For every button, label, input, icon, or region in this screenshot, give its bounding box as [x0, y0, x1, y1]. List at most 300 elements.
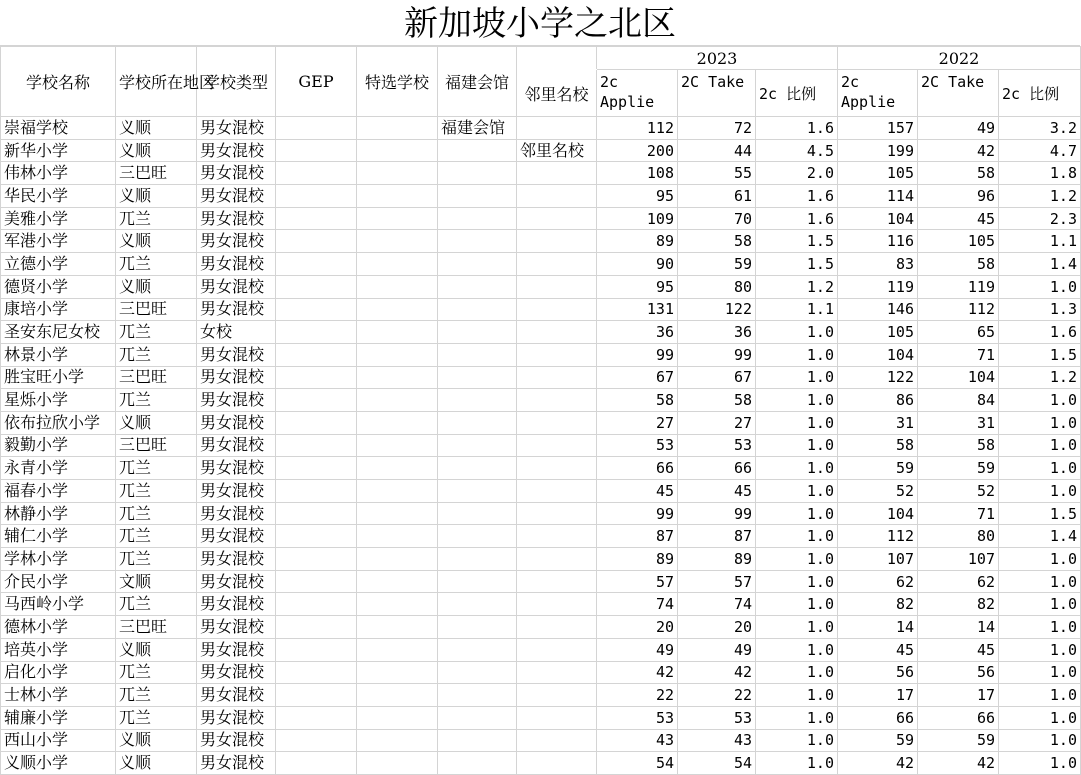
cell-gep[interactable]	[276, 525, 357, 548]
cell-location[interactable]: 三巴旺	[116, 616, 197, 639]
cell-applie-2023[interactable]: 36	[597, 321, 678, 344]
cell-neighbor[interactable]	[517, 389, 597, 412]
cell-applie-2022[interactable]: 157	[838, 117, 918, 140]
cell-ratio-2022[interactable]: 1.0	[999, 752, 1081, 775]
cell-school-name[interactable]: 德贤小学	[1, 275, 116, 298]
cell-take-2023[interactable]: 57	[678, 570, 756, 593]
cell-take-2023[interactable]: 45	[678, 480, 756, 503]
cell-ratio-2023[interactable]: 1.0	[756, 684, 838, 707]
cell-neighbor[interactable]	[517, 593, 597, 616]
cell-special[interactable]	[357, 139, 438, 162]
cell-applie-2023[interactable]: 53	[597, 706, 678, 729]
cell-gep[interactable]	[276, 366, 357, 389]
cell-neighbor[interactable]	[517, 366, 597, 389]
cell-school-type[interactable]: 男女混校	[197, 366, 276, 389]
cell-hokkien[interactable]	[438, 480, 517, 503]
cell-take-2023[interactable]: 59	[678, 253, 756, 276]
cell-take-2022[interactable]: 42	[918, 752, 999, 775]
cell-special[interactable]	[357, 752, 438, 775]
cell-special[interactable]	[357, 207, 438, 230]
cell-location[interactable]: 三巴旺	[116, 162, 197, 185]
cell-ratio-2023[interactable]: 1.0	[756, 502, 838, 525]
cell-ratio-2022[interactable]: 4.7	[999, 139, 1081, 162]
cell-ratio-2023[interactable]: 1.0	[756, 616, 838, 639]
cell-applie-2023[interactable]: 74	[597, 593, 678, 616]
cell-take-2023[interactable]: 70	[678, 207, 756, 230]
cell-location[interactable]: 义顺	[116, 729, 197, 752]
cell-neighbor[interactable]	[517, 570, 597, 593]
cell-take-2022[interactable]: 80	[918, 525, 999, 548]
cell-take-2022[interactable]: 42	[918, 139, 999, 162]
cell-school-name[interactable]: 士林小学	[1, 684, 116, 707]
cell-applie-2023[interactable]: 20	[597, 616, 678, 639]
cell-gep[interactable]	[276, 185, 357, 208]
cell-neighbor[interactable]	[517, 185, 597, 208]
cell-school-type[interactable]: 男女混校	[197, 502, 276, 525]
cell-hokkien[interactable]	[438, 457, 517, 480]
cell-neighbor[interactable]	[517, 343, 597, 366]
cell-gep[interactable]	[276, 230, 357, 253]
cell-gep[interactable]	[276, 570, 357, 593]
header-school-type[interactable]: 学校类型	[197, 47, 276, 117]
cell-ratio-2023[interactable]: 1.0	[756, 411, 838, 434]
header-neighbor[interactable]: 邻里名校	[517, 70, 597, 117]
cell-applie-2023[interactable]: 54	[597, 752, 678, 775]
cell-take-2023[interactable]: 122	[678, 298, 756, 321]
cell-gep[interactable]	[276, 343, 357, 366]
cell-applie-2022[interactable]: 122	[838, 366, 918, 389]
cell-applie-2022[interactable]: 114	[838, 185, 918, 208]
cell-hokkien[interactable]	[438, 593, 517, 616]
cell-school-type[interactable]: 男女混校	[197, 525, 276, 548]
cell-applie-2022[interactable]: 104	[838, 502, 918, 525]
cell-take-2023[interactable]: 22	[678, 684, 756, 707]
cell-applie-2023[interactable]: 200	[597, 139, 678, 162]
cell-ratio-2022[interactable]: 1.0	[999, 480, 1081, 503]
cell-hokkien[interactable]	[438, 570, 517, 593]
cell-ratio-2022[interactable]: 1.0	[999, 434, 1081, 457]
cell-neighbor[interactable]	[517, 457, 597, 480]
cell-location[interactable]: 兀兰	[116, 548, 197, 571]
cell-hokkien[interactable]	[438, 207, 517, 230]
header-gep[interactable]: GEP	[276, 47, 357, 117]
cell-location[interactable]: 义顺	[116, 117, 197, 140]
cell-applie-2023[interactable]: 99	[597, 502, 678, 525]
cell-school-name[interactable]: 德林小学	[1, 616, 116, 639]
cell-special[interactable]	[357, 230, 438, 253]
cell-hokkien[interactable]	[438, 752, 517, 775]
cell-school-name[interactable]: 美雅小学	[1, 207, 116, 230]
cell-school-name[interactable]: 崇福学校	[1, 117, 116, 140]
cell-take-2023[interactable]: 58	[678, 389, 756, 412]
header-ratio-2022[interactable]: 2c 比例	[999, 70, 1081, 117]
cell-ratio-2022[interactable]: 1.4	[999, 253, 1081, 276]
cell-hokkien[interactable]	[438, 434, 517, 457]
cell-neighbor[interactable]	[517, 729, 597, 752]
cell-special[interactable]	[357, 411, 438, 434]
cell-ratio-2022[interactable]: 1.4	[999, 525, 1081, 548]
cell-gep[interactable]	[276, 298, 357, 321]
cell-gep[interactable]	[276, 593, 357, 616]
cell-take-2022[interactable]: 65	[918, 321, 999, 344]
cell-location[interactable]: 兀兰	[116, 207, 197, 230]
cell-hokkien[interactable]	[438, 162, 517, 185]
cell-applie-2022[interactable]: 146	[838, 298, 918, 321]
cell-applie-2022[interactable]: 42	[838, 752, 918, 775]
cell-applie-2022[interactable]: 31	[838, 411, 918, 434]
cell-hokkien[interactable]	[438, 185, 517, 208]
cell-ratio-2023[interactable]: 1.0	[756, 321, 838, 344]
cell-gep[interactable]	[276, 638, 357, 661]
cell-take-2022[interactable]: 66	[918, 706, 999, 729]
cell-location[interactable]: 兀兰	[116, 684, 197, 707]
cell-location[interactable]: 兀兰	[116, 661, 197, 684]
cell-applie-2023[interactable]: 108	[597, 162, 678, 185]
cell-applie-2022[interactable]: 104	[838, 207, 918, 230]
cell-hokkien[interactable]	[438, 366, 517, 389]
cell-applie-2023[interactable]: 27	[597, 411, 678, 434]
cell-applie-2023[interactable]: 131	[597, 298, 678, 321]
cell-applie-2023[interactable]: 89	[597, 230, 678, 253]
cell-applie-2022[interactable]: 112	[838, 525, 918, 548]
cell-school-name[interactable]: 西山小学	[1, 729, 116, 752]
cell-special[interactable]	[357, 117, 438, 140]
cell-location[interactable]: 文顺	[116, 570, 197, 593]
cell-neighbor[interactable]	[517, 275, 597, 298]
cell-school-type[interactable]: 男女混校	[197, 162, 276, 185]
cell-hokkien[interactable]	[438, 684, 517, 707]
cell-applie-2022[interactable]: 45	[838, 638, 918, 661]
cell-ratio-2022[interactable]: 1.0	[999, 411, 1081, 434]
cell-ratio-2023[interactable]: 1.6	[756, 207, 838, 230]
cell-hokkien[interactable]	[438, 616, 517, 639]
cell-ratio-2023[interactable]: 1.0	[756, 366, 838, 389]
cell-ratio-2022[interactable]: 1.0	[999, 548, 1081, 571]
cell-school-type[interactable]: 男女混校	[197, 706, 276, 729]
cell-ratio-2022[interactable]: 1.0	[999, 593, 1081, 616]
cell-school-name[interactable]: 福春小学	[1, 480, 116, 503]
cell-school-type[interactable]: 男女混校	[197, 434, 276, 457]
cell-school-type[interactable]: 女校	[197, 321, 276, 344]
cell-take-2022[interactable]: 71	[918, 502, 999, 525]
cell-neighbor[interactable]	[517, 752, 597, 775]
cell-school-type[interactable]: 男女混校	[197, 230, 276, 253]
cell-school-name[interactable]: 义顺小学	[1, 752, 116, 775]
header-take-2022[interactable]: 2C Take	[918, 70, 999, 117]
cell-ratio-2022[interactable]: 1.0	[999, 706, 1081, 729]
cell-special[interactable]	[357, 502, 438, 525]
cell-applie-2023[interactable]: 87	[597, 525, 678, 548]
cell-take-2023[interactable]: 99	[678, 343, 756, 366]
cell-neighbor[interactable]	[517, 638, 597, 661]
cell-school-type[interactable]: 男女混校	[197, 752, 276, 775]
cell-take-2022[interactable]: 58	[918, 434, 999, 457]
cell-location[interactable]: 兀兰	[116, 525, 197, 548]
cell-ratio-2022[interactable]: 1.0	[999, 684, 1081, 707]
cell-take-2022[interactable]: 62	[918, 570, 999, 593]
cell-applie-2022[interactable]: 199	[838, 139, 918, 162]
cell-special[interactable]	[357, 366, 438, 389]
cell-take-2023[interactable]: 44	[678, 139, 756, 162]
cell-school-type[interactable]: 男女混校	[197, 117, 276, 140]
header-take-2023[interactable]: 2C Take	[678, 70, 756, 117]
cell-applie-2023[interactable]: 66	[597, 457, 678, 480]
cell-gep[interactable]	[276, 661, 357, 684]
cell-applie-2023[interactable]: 95	[597, 275, 678, 298]
cell-ratio-2022[interactable]: 1.5	[999, 502, 1081, 525]
cell-ratio-2023[interactable]: 1.5	[756, 253, 838, 276]
cell-special[interactable]	[357, 729, 438, 752]
cell-neighbor[interactable]	[517, 525, 597, 548]
cell-ratio-2022[interactable]: 1.0	[999, 457, 1081, 480]
cell-ratio-2022[interactable]: 1.0	[999, 570, 1081, 593]
cell-hokkien[interactable]	[438, 548, 517, 571]
cell-neighbor[interactable]	[517, 230, 597, 253]
cell-school-name[interactable]: 立德小学	[1, 253, 116, 276]
cell-gep[interactable]	[276, 411, 357, 434]
cell-ratio-2023[interactable]: 4.5	[756, 139, 838, 162]
cell-take-2022[interactable]: 58	[918, 253, 999, 276]
cell-school-name[interactable]: 启化小学	[1, 661, 116, 684]
cell-special[interactable]	[357, 343, 438, 366]
cell-school-name[interactable]: 培英小学	[1, 638, 116, 661]
cell-gep[interactable]	[276, 139, 357, 162]
cell-school-name[interactable]: 永青小学	[1, 457, 116, 480]
cell-location[interactable]: 三巴旺	[116, 434, 197, 457]
cell-school-name[interactable]: 辅廉小学	[1, 706, 116, 729]
cell-school-type[interactable]: 男女混校	[197, 253, 276, 276]
cell-take-2023[interactable]: 72	[678, 117, 756, 140]
cell-special[interactable]	[357, 684, 438, 707]
cell-hokkien[interactable]	[438, 253, 517, 276]
header-applie-2022[interactable]: 2c Applie	[838, 70, 918, 117]
cell-ratio-2023[interactable]: 1.0	[756, 389, 838, 412]
cell-location[interactable]: 三巴旺	[116, 298, 197, 321]
cell-special[interactable]	[357, 570, 438, 593]
header-year-2023[interactable]: 2023	[597, 47, 838, 70]
cell-take-2022[interactable]: 84	[918, 389, 999, 412]
cell-hokkien[interactable]	[438, 706, 517, 729]
cell-school-type[interactable]: 男女混校	[197, 616, 276, 639]
cell-school-type[interactable]: 男女混校	[197, 207, 276, 230]
cell-ratio-2023[interactable]: 1.0	[756, 525, 838, 548]
cell-special[interactable]	[357, 525, 438, 548]
cell-ratio-2022[interactable]: 2.3	[999, 207, 1081, 230]
cell-applie-2022[interactable]: 104	[838, 343, 918, 366]
cell-location[interactable]: 义顺	[116, 230, 197, 253]
cell-take-2023[interactable]: 99	[678, 502, 756, 525]
cell-take-2023[interactable]: 27	[678, 411, 756, 434]
cell-location[interactable]: 义顺	[116, 275, 197, 298]
cell-location[interactable]: 义顺	[116, 752, 197, 775]
cell-ratio-2022[interactable]: 1.0	[999, 729, 1081, 752]
cell-hokkien[interactable]	[438, 321, 517, 344]
cell-applie-2022[interactable]: 83	[838, 253, 918, 276]
cell-neighbor[interactable]: 邻里名校	[517, 139, 597, 162]
cell-applie-2022[interactable]: 82	[838, 593, 918, 616]
cell-gep[interactable]	[276, 162, 357, 185]
cell-applie-2023[interactable]: 90	[597, 253, 678, 276]
cell-take-2022[interactable]: 31	[918, 411, 999, 434]
cell-hokkien[interactable]	[438, 661, 517, 684]
cell-neighbor[interactable]	[517, 321, 597, 344]
cell-gep[interactable]	[276, 684, 357, 707]
cell-gep[interactable]	[276, 389, 357, 412]
cell-school-name[interactable]: 胜宝旺小学	[1, 366, 116, 389]
cell-take-2023[interactable]: 58	[678, 230, 756, 253]
cell-applie-2022[interactable]: 59	[838, 729, 918, 752]
cell-ratio-2022[interactable]: 1.6	[999, 321, 1081, 344]
cell-applie-2023[interactable]: 43	[597, 729, 678, 752]
cell-applie-2023[interactable]: 57	[597, 570, 678, 593]
cell-special[interactable]	[357, 593, 438, 616]
cell-ratio-2022[interactable]: 1.8	[999, 162, 1081, 185]
cell-ratio-2023[interactable]: 1.0	[756, 593, 838, 616]
cell-school-name[interactable]: 圣安东尼女校	[1, 321, 116, 344]
cell-take-2023[interactable]: 66	[678, 457, 756, 480]
cell-special[interactable]	[357, 661, 438, 684]
cell-take-2023[interactable]: 61	[678, 185, 756, 208]
cell-school-type[interactable]: 男女混校	[197, 298, 276, 321]
cell-special[interactable]	[357, 389, 438, 412]
cell-applie-2022[interactable]: 116	[838, 230, 918, 253]
cell-take-2022[interactable]: 82	[918, 593, 999, 616]
cell-take-2023[interactable]: 49	[678, 638, 756, 661]
cell-special[interactable]	[357, 457, 438, 480]
cell-neighbor[interactable]	[517, 298, 597, 321]
cell-special[interactable]	[357, 706, 438, 729]
cell-gep[interactable]	[276, 253, 357, 276]
cell-school-name[interactable]: 新华小学	[1, 139, 116, 162]
cell-hokkien[interactable]	[438, 139, 517, 162]
cell-take-2023[interactable]: 67	[678, 366, 756, 389]
cell-location[interactable]: 三巴旺	[116, 366, 197, 389]
cell-take-2023[interactable]: 20	[678, 616, 756, 639]
header-year-2022[interactable]: 2022	[838, 47, 1081, 70]
cell-hokkien[interactable]	[438, 502, 517, 525]
cell-ratio-2023[interactable]: 1.0	[756, 729, 838, 752]
cell-hokkien[interactable]	[438, 525, 517, 548]
cell-gep[interactable]	[276, 548, 357, 571]
cell-neighbor[interactable]	[517, 480, 597, 503]
cell-applie-2022[interactable]: 62	[838, 570, 918, 593]
cell-applie-2022[interactable]: 56	[838, 661, 918, 684]
cell-school-type[interactable]: 男女混校	[197, 139, 276, 162]
cell-take-2022[interactable]: 56	[918, 661, 999, 684]
cell-hokkien[interactable]: 福建会馆	[438, 117, 517, 140]
cell-school-type[interactable]: 男女混校	[197, 548, 276, 571]
cell-gep[interactable]	[276, 502, 357, 525]
cell-special[interactable]	[357, 185, 438, 208]
cell-gep[interactable]	[276, 207, 357, 230]
cell-ratio-2023[interactable]: 1.1	[756, 298, 838, 321]
cell-applie-2023[interactable]: 109	[597, 207, 678, 230]
cell-school-type[interactable]: 男女混校	[197, 389, 276, 412]
cell-ratio-2022[interactable]: 1.0	[999, 389, 1081, 412]
cell-applie-2023[interactable]: 53	[597, 434, 678, 457]
cell-take-2022[interactable]: 14	[918, 616, 999, 639]
cell-school-name[interactable]: 辅仁小学	[1, 525, 116, 548]
cell-neighbor[interactable]	[517, 162, 597, 185]
cell-hokkien[interactable]	[438, 343, 517, 366]
cell-ratio-2022[interactable]: 1.0	[999, 275, 1081, 298]
cell-applie-2022[interactable]: 107	[838, 548, 918, 571]
cell-applie-2022[interactable]: 119	[838, 275, 918, 298]
cell-school-name[interactable]: 马西岭小学	[1, 593, 116, 616]
cell-applie-2023[interactable]: 45	[597, 480, 678, 503]
cell-school-type[interactable]: 男女混校	[197, 684, 276, 707]
cell-school-type[interactable]: 男女混校	[197, 638, 276, 661]
cell-ratio-2023[interactable]: 1.0	[756, 434, 838, 457]
cell-gep[interactable]	[276, 706, 357, 729]
cell-applie-2022[interactable]: 14	[838, 616, 918, 639]
cell-gep[interactable]	[276, 616, 357, 639]
cell-applie-2023[interactable]: 89	[597, 548, 678, 571]
cell-gep[interactable]	[276, 480, 357, 503]
cell-school-name[interactable]: 介民小学	[1, 570, 116, 593]
cell-location[interactable]: 兀兰	[116, 253, 197, 276]
cell-take-2022[interactable]: 59	[918, 729, 999, 752]
header-ratio-2023[interactable]: 2c 比例	[756, 70, 838, 117]
cell-special[interactable]	[357, 480, 438, 503]
cell-neighbor[interactable]	[517, 253, 597, 276]
cell-location[interactable]: 兀兰	[116, 706, 197, 729]
cell-hokkien[interactable]	[438, 411, 517, 434]
cell-take-2023[interactable]: 36	[678, 321, 756, 344]
cell-school-name[interactable]: 伟林小学	[1, 162, 116, 185]
cell-location[interactable]: 兀兰	[116, 321, 197, 344]
cell-ratio-2023[interactable]: 1.0	[756, 570, 838, 593]
cell-ratio-2023[interactable]: 1.2	[756, 275, 838, 298]
cell-school-type[interactable]: 男女混校	[197, 457, 276, 480]
cell-location[interactable]: 义顺	[116, 185, 197, 208]
cell-applie-2023[interactable]: 58	[597, 389, 678, 412]
cell-ratio-2023[interactable]: 1.0	[756, 706, 838, 729]
cell-take-2022[interactable]: 107	[918, 548, 999, 571]
cell-take-2023[interactable]: 87	[678, 525, 756, 548]
cell-hokkien[interactable]	[438, 729, 517, 752]
cell-school-type[interactable]: 男女混校	[197, 480, 276, 503]
cell-hokkien[interactable]	[438, 389, 517, 412]
cell-applie-2023[interactable]: 95	[597, 185, 678, 208]
cell-take-2023[interactable]: 80	[678, 275, 756, 298]
cell-take-2022[interactable]: 71	[918, 343, 999, 366]
cell-school-name[interactable]: 依布拉欣小学	[1, 411, 116, 434]
cell-applie-2023[interactable]: 67	[597, 366, 678, 389]
cell-take-2023[interactable]: 74	[678, 593, 756, 616]
cell-take-2023[interactable]: 55	[678, 162, 756, 185]
cell-special[interactable]	[357, 253, 438, 276]
cell-applie-2022[interactable]: 105	[838, 321, 918, 344]
cell-applie-2023[interactable]: 99	[597, 343, 678, 366]
header-applie-2023[interactable]: 2c Applie	[597, 70, 678, 117]
cell-location[interactable]: 义顺	[116, 638, 197, 661]
cell-neighbor[interactable]	[517, 706, 597, 729]
cell-neighbor[interactable]	[517, 616, 597, 639]
cell-hokkien[interactable]	[438, 230, 517, 253]
cell-ratio-2023[interactable]: 1.6	[756, 185, 838, 208]
cell-ratio-2022[interactable]: 1.0	[999, 638, 1081, 661]
cell-take-2022[interactable]: 112	[918, 298, 999, 321]
cell-ratio-2023[interactable]: 1.6	[756, 117, 838, 140]
cell-applie-2023[interactable]: 22	[597, 684, 678, 707]
cell-neighbor[interactable]	[517, 411, 597, 434]
cell-ratio-2023[interactable]: 1.0	[756, 548, 838, 571]
cell-take-2022[interactable]: 96	[918, 185, 999, 208]
header-hokkien[interactable]: 福建会馆	[438, 47, 517, 117]
cell-gep[interactable]	[276, 275, 357, 298]
cell-gep[interactable]	[276, 457, 357, 480]
